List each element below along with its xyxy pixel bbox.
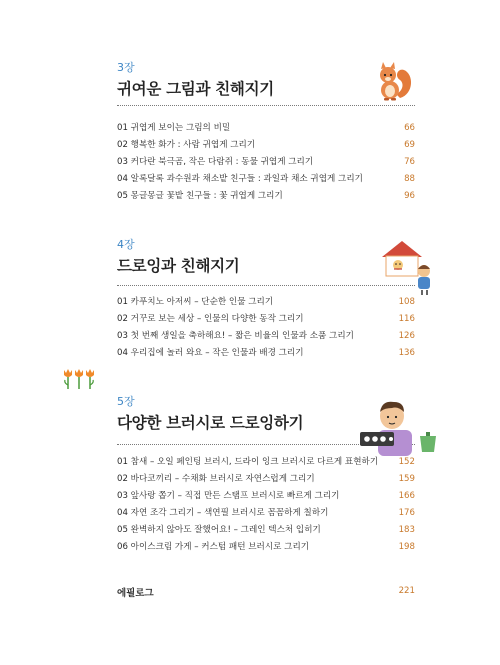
toc-item-text: 02 바다코끼리 – 수채화 브러시로 자연스럽게 그리기 [117,474,315,484]
toc-item-text: 01 참새 – 오일 페인팅 브러시, 드라이 잉크 브러시로 다르게 표현하기 [117,457,379,467]
toc-list [117,120,415,205]
toc-item-epilogue[interactable] [117,582,415,600]
toc-item[interactable] [117,154,415,171]
toc-item-text: 05 완벽하지 않아도 잘했어요! – 그레인 텍스처 입히기 [117,525,321,535]
toc-page-number: 88 [404,174,415,184]
toc-page-number: 176 [398,508,415,518]
toc-page-number: 108 [398,297,415,307]
squirrel-illustration [370,60,415,102]
toc-item[interactable] [117,171,415,188]
toc-item-text: 03 커다란 북극곰, 작은 다람쥐 : 동물 귀엽게 그리기 [117,157,314,167]
person-with-palette-illustration [358,396,440,458]
toc-item[interactable] [117,120,415,137]
toc-item-text: 04 자연 조각 그리기 – 색연필 브러시로 꼼꼼하게 칠하기 [117,508,329,518]
toc-item[interactable] [117,328,415,345]
toc-item-text: 05 몽글몽글 꽃밭 친구들 : 꽃 귀엽게 그리기 [117,191,283,201]
divider [117,105,415,106]
toc-page-number: 136 [398,348,415,358]
toc-page-number: 166 [398,491,415,501]
toc-page-number: 76 [404,157,415,167]
house-and-person-illustration [378,237,440,299]
chapter-label: 5장 [117,395,135,408]
toc-page-number: 96 [404,191,415,201]
toc-page-number: 198 [398,542,415,552]
toc-item[interactable] [117,188,415,205]
chapter-label: 4장 [117,238,135,251]
toc-page-number: 183 [398,525,415,535]
toc-item-text: 04 알록달록 과수원과 채소밭 친구들 : 과일과 채소 귀엽게 그리기 [117,174,363,184]
toc-item-text: 02 거꾸로 보는 세상 – 인물의 다양한 동작 그리기 [117,314,304,324]
toc-page-number: 152 [398,457,415,467]
epilogue-label: 에필로그 [117,588,154,599]
toc-item-text: 03 앞사랑 쫍기 – 직접 만든 스탬프 브러시로 빠르게 그리기 [117,491,340,501]
toc-item-text: 01 카푸치노 아저씨 – 단순한 인물 그리기 [117,297,274,307]
chapter-title: 귀여운 그림과 친해지기 [117,80,274,98]
toc-item[interactable] [117,539,415,556]
toc-page-number: 66 [404,123,415,133]
toc-page-number: 221 [398,586,415,596]
toc-page-number: 159 [398,474,415,484]
chapter-label: 3장 [117,61,135,74]
toc-item[interactable] [117,137,415,154]
toc-page-number: 69 [404,140,415,150]
toc-list [117,294,415,362]
toc-item[interactable] [117,311,415,328]
toc-item-text: 01 귀엽게 보이는 그림의 비밀 [117,123,231,133]
toc-item[interactable] [117,345,415,362]
toc-item-text: 04 우리집에 놀러 와요 – 작은 인물과 배경 그리기 [117,348,304,358]
toc-item-text: 02 행복한 화가 : 사람 귀엽게 그리기 [117,140,256,150]
toc-item[interactable] [117,505,415,522]
chapter-4 [117,237,415,358]
toc-page-number: 116 [398,314,415,324]
chapter-title: 드로잉과 친해지기 [117,257,240,275]
tulips-illustration [62,367,96,391]
toc-item-text: 03 첫 번째 생일을 축하해요! – 짧은 비율의 인물과 소품 그리기 [117,331,354,341]
toc-item-text: 06 아이스크림 가게 – 커스텀 패턴 브러시로 그리기 [117,542,310,552]
toc-list [117,454,415,556]
toc-item[interactable] [117,488,415,505]
toc-item[interactable] [117,522,415,539]
divider [117,285,415,286]
toc-item[interactable] [117,294,415,311]
toc-page-number: 126 [398,331,415,341]
chapter-title: 다양한 브러시로 드로잉하기 [117,414,304,432]
toc-item[interactable] [117,471,415,488]
